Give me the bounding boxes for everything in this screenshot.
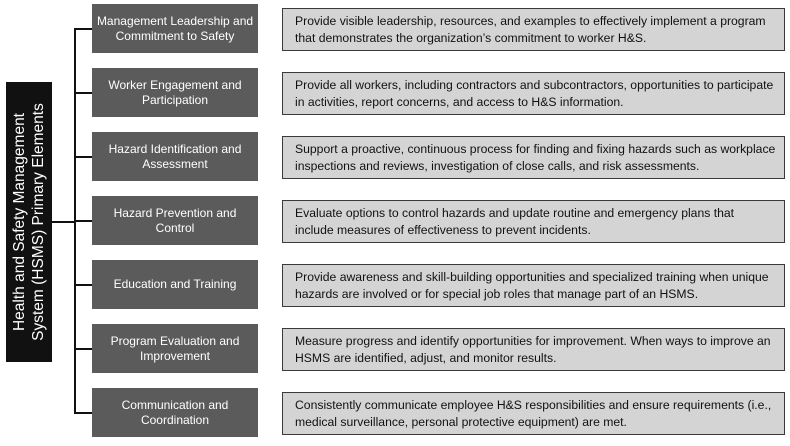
element-name-box: Education and Training [92, 260, 258, 309]
element-description-box [282, 136, 785, 179]
branch-connector [74, 156, 92, 158]
branch-connector [74, 412, 92, 414]
branch-connector [74, 348, 92, 350]
element-description-text: Evaluate options to control hazards and update routine and emergency plans that include measures of effectiveness to prevent incidents. [295, 205, 735, 237]
element-description-text: Consistently communicate employee H&S responsibilities and ensure requirements (i.e., medical surveillance, personal protective equipment) are met. [295, 397, 772, 429]
root-node [6, 82, 52, 362]
branch-connector [74, 28, 92, 30]
element-name-box: Hazard Identification and Assessment [92, 132, 258, 181]
element-name-box: Worker Engagement and Participation [92, 68, 258, 117]
element-name-box: Hazard Prevention and Control [92, 196, 258, 245]
element-description-box [282, 328, 785, 371]
element-name-box: Management Leadership and Commitment to Safety [92, 4, 258, 53]
root-title-line-2: System (HSMS) Primary Elements [30, 103, 48, 341]
branch-connector [74, 220, 92, 222]
element-description-text: Provide visible leadership, resources, and examples to effectively implement a program that demonstrates the organization’s commitment to worker H&S. [295, 13, 766, 45]
root-title-line-1: Health and Safety Management [11, 113, 29, 332]
element-description-text: Provide awareness and skill-building opportunities and specialized training when unique hazards are involved or for special job roles that manage part of an HSMS. [295, 269, 769, 301]
element-description-text: Support a proactive, continuous process for finding and fixing hazards such as workplace inspections and reviews, investigation of close calls, and risk assessments. [295, 141, 776, 173]
branch-connector [74, 284, 92, 286]
element-description-box [282, 8, 785, 51]
element-description-box [282, 72, 785, 115]
element-description-box [282, 200, 785, 243]
element-description-text: Measure progress and identify opportunities for improvement. When ways to improve an HSMS are identified, adjust, and monitor results. [295, 333, 771, 365]
root-connector [52, 221, 76, 223]
element-description-box [282, 264, 785, 307]
root-title [10, 103, 48, 341]
branch-connector [74, 92, 92, 94]
element-description-box [282, 392, 785, 435]
element-description-text: Provide all workers, including contractors and subcontractors, opportunities to participate in activities, report concerns, and access to H&S information. [295, 77, 774, 109]
element-name-box: Communication and Coordination [92, 388, 258, 437]
element-name-box: Program Evaluation and Improvement [92, 324, 258, 373]
